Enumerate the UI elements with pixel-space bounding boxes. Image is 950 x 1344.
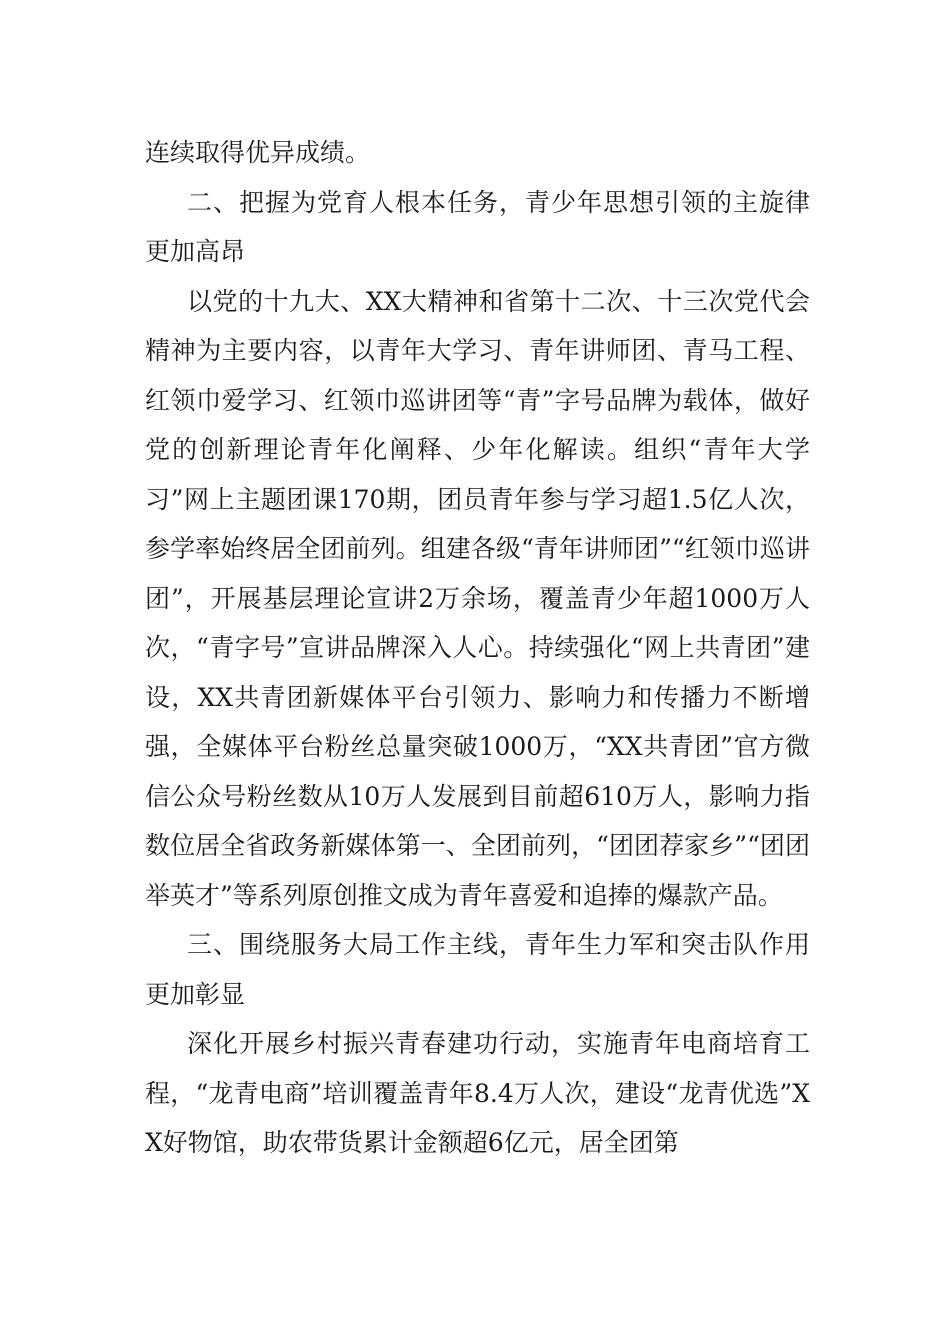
paragraph-rural-revitalization: 深化开展乡村振兴青春建功行动，实施青年电商培育工程，“龙青电商”培训覆盖青年8.4万人次，建设“龙青优选”XX好物馆，助农带货累计金额超6亿元，居全团第 [145, 1029, 810, 1157]
section-heading-3: 三、围绕服务大局工作主线，青年生力军和突击队作用更加彰显 [145, 930, 810, 1009]
section-heading-2: 二、把握为党育人根本任务，青少年思想引领的主旋律更加高昂 [145, 187, 810, 266]
paragraph-thought-guidance: 以党的十九大、XX大精神和省第十二次、十三次党代会精神为主要内容，以青年大学习、青年讲师团、青马工程、红领巾爱学习、红领巾巡讲团等“青”字号品牌为载体，做好党的创新理论青年化阐释、少年化解读。组织“青年大学习”网上主题团课170期，团员青年参与学习超1.5亿人次，参学率始终居全团前列。组建各级“青年讲师团”“红领巾巡讲团”，开展基层理论宣讲2万余场，覆盖青少年超1000万人次，“青字号”宣讲品牌深入人心。持续强化“网上共青团”建设，XX共青团新媒体平台引领力、影响力和传播力不断增强，全媒体平台粉丝总量突破1000万，“XX共青团”官方微信公众号粉丝数从10万人发展到目前超610万人，影响力指数位居全省政务新媒体第一、全团前列，“团团荐家乡”“团团举英才”等系列原创推文成为青年喜爱和追捧的爆款产品。 [145, 286, 810, 910]
paragraph-continuation: 连续取得优异成绩。 [145, 138, 371, 167]
document-body [145, 128, 810, 1168]
